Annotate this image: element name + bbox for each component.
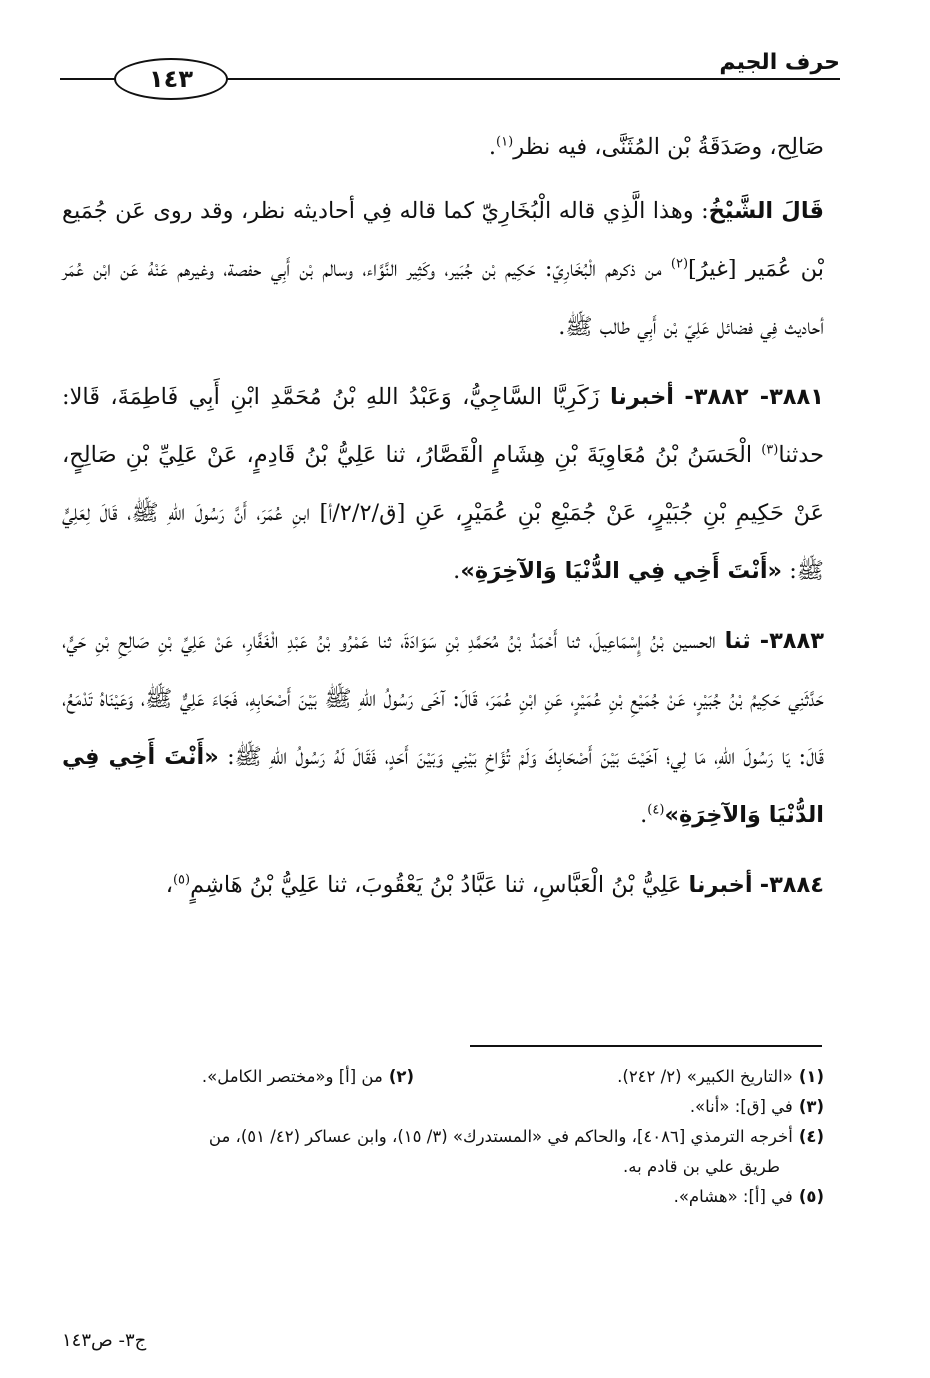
footnote-3-text: في [ق]: «أنا». <box>689 1097 793 1116</box>
paragraph-1 <box>62 118 824 176</box>
footnote-ref-4: (٤) <box>647 802 665 818</box>
hadith-3884-end: ، <box>165 872 173 898</box>
hadith-3881-text-a: زَكَرِيَّا السَّاجِيُّ، وَعَبْدُ اللهِ بْنُ مُحَمَّدِ ابْنِ أَبِي فَاطِمَةَ، قَالا: حدثنا <box>62 384 824 468</box>
footnote-row-1-2 <box>52 1062 824 1092</box>
footnote-separator <box>470 1045 822 1047</box>
footnote-ref-5: (٥) <box>172 872 191 888</box>
paragraph-1-end: . <box>488 134 497 160</box>
paragraph-2 <box>62 182 824 356</box>
hadith-3881-end: . <box>453 558 461 584</box>
paragraph-2-lead: قَالَ الشَّيْخُ <box>708 198 824 224</box>
footnote-2 <box>202 1062 414 1092</box>
paragraph-2-text: : وهذا الَّذِي قاله الْبُخَارِيّ كما قاله فِي أحاديثه نظر، وقد روى عَن جُمَيع بْن عُمَير [غيرُ] <box>62 198 825 282</box>
footnote-1 <box>414 1062 824 1092</box>
footnote-5 <box>52 1182 824 1212</box>
hadith-3884-text-a: عَلِيُّ بْنُ الْعَبَّاسِ، ثنا عَبَّادُ بْنُ يَعْقُوبَ، ثنا عَلِيُّ بْنُ هَاشِمٍ <box>190 872 689 898</box>
hadith-3884 <box>62 856 824 914</box>
footnote-4-text: أخرجه الترمذي [٤٠٨٦]، والحاكم في «المستدرك» (٣/ ١٥)، وابن عساكر (٤٢/ ٥١)، من <box>208 1127 793 1146</box>
hadith-3883-end: . <box>640 802 648 828</box>
footnote-2-text: من [أ] و«مختصر الكامل». <box>201 1067 383 1086</box>
footnote-ref-1: (١) <box>496 134 514 150</box>
volume-page-label: ج٣- ص١٤٣ <box>62 1330 147 1351</box>
footnote-2-number: (٢) <box>388 1067 414 1086</box>
hadith-3884-lead: أخبرنا <box>688 872 753 898</box>
hadith-3883-number: ٣٨٨٣- <box>759 628 825 654</box>
chapter-title: حرف الجيم <box>709 50 840 75</box>
footnote-5-number: (٥) <box>798 1187 824 1206</box>
hadith-3883-quote: «أَنْتَ أَخِي فِي الدُّنْيَا وَالآخِرَةِ» <box>62 744 824 828</box>
footnote-ref-3: (٣) <box>761 442 779 458</box>
hadith-3881-lead: أخبرنا <box>609 384 674 410</box>
footnote-1-text: «التاريخ الكبير» (٢/ ٢٤٢). <box>617 1067 793 1086</box>
paragraph-1-text: صَالِح، وصَدَقَةُ بْن المُثَنَّى، فيه نظر <box>513 134 824 160</box>
paragraph-2-rest: من ذكرهم الْبُخَارِيّ: حَكِيم بْن جُبَير، وكَثِير النَّوَّاء، وسالم بْن أَبِي حفصة، وغيرهم عَنْهُ عَن ابْن عُمَر أحاديث فِي فضائل عَلِيّ بْن أَبِي طالب ﷺ. <box>62 256 824 340</box>
footnote-4-number: (٤) <box>798 1127 824 1146</box>
page-header <box>60 44 840 93</box>
hadith-3883-text-a: الحسين بْنُ إِسْمَاعِيلَ، ثنا أَحْمَدُ بْنُ مُحَمَّدِ بْنِ سَوَادَةَ، ثنا عَمْرُو بْنُ عَبْدِ الْغَفَّارِ، عَنْ عَلِيِّ بْنِ صَالِحِ بْنِ حَيٍّ، حَدَّثَنِي حَكِيمُ بْنُ جُبَيْرٍ، عَنْ جُمَيْعِ بْنِ عُمَيْرٍ، عَنِ ابْنِ عُمَرَ، قَالَ: آخَى رَسُولُ اللهِ ﷺ بَيْنَ أَصْحَابِهِ، فَجَاءَ عَلِيٌّ ﷺ، وَعَيْنَاهُ تَدْمَعُ، قَالَ: يَا رَسُولَ اللهِ، مَا لِي؛ آخَيْتَ بَيْنَ أَصْحَابِكَ وَلَمْ تُؤَاخِ بَيْنِي وَبَيْنَ أَحَدٍ، فَقَالَ لَهُ رَسُولُ اللهِ ﷺ: <box>62 628 824 770</box>
footnote-4-continuation: طريق علي بن قادم به. <box>623 1157 780 1176</box>
footnotes <box>52 1062 824 1212</box>
footnote-1-number: (١) <box>798 1067 824 1086</box>
hadith-3881-number: ٣٨٨١- ٣٨٨٢- <box>684 384 825 410</box>
footnote-4 <box>52 1122 824 1152</box>
page-number: ١٤٣ <box>114 58 228 100</box>
hadith-3881-text-b: الْحَسَنُ بْنُ مُعَاوِيَةَ بْنِ هِشَامٍ الْقَصَّارُ، ثنا عَلِيُّ بْنُ قَادِمٍ، عَنْ عَلِيِّ بْنِ صَالِحٍ، عَنْ حَكِيمِ بْنِ جُبَيْرٍ، عَنْ جُمَيْعِ بْنِ عُمَيْرٍ، عَنِ [ق/٢/٢/أ] ابنِ عُمَرَ، أَنَّ رَسُولَ اللهِ ﷺ، قَالَ لِعَلِيٍّ ﷺ: <box>62 442 825 584</box>
hadith-3883 <box>62 612 824 844</box>
hadith-3881 <box>62 368 824 600</box>
footnote-5-text: في [أ]: «هشام». <box>673 1187 793 1206</box>
footnote-3-number: (٣) <box>798 1097 824 1116</box>
footnote-ref-2: (٢) <box>670 256 689 272</box>
hadith-3883-lead: ثنا <box>724 628 751 654</box>
hadith-3884-number: ٣٨٨٤- <box>759 872 824 898</box>
hadith-3881-quote: «أَنْتَ أَخِي فِي الدُّنْيَا وَالآخِرَةِ» <box>460 558 783 584</box>
main-text <box>62 118 824 920</box>
footnote-3 <box>52 1092 824 1122</box>
